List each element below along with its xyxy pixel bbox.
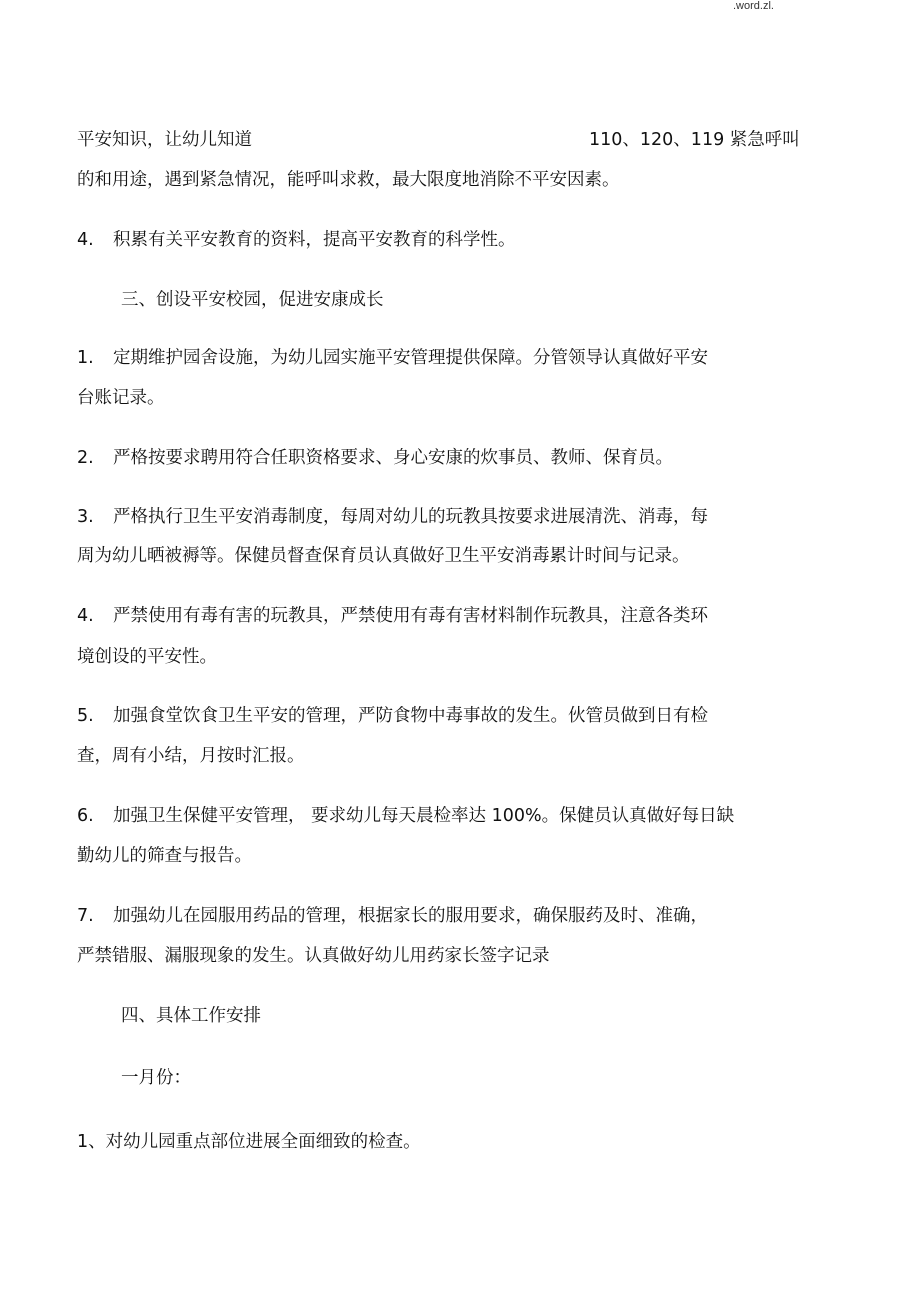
- item-text: 积累有关平安教育的资料，提高平安教育的科学性。: [113, 230, 516, 250]
- item-number: 7.: [77, 906, 94, 926]
- paragraph-item-4-materials: [77, 228, 516, 252]
- item-4-line-a: [77, 604, 708, 628]
- item-1-line-b: 台账记录。: [77, 388, 165, 408]
- item-number: 6.: [77, 806, 94, 826]
- line-emergency-usage: 的和用途，遇到紧急情况，能呼叫求救，最大限度地消除不平安因素。: [77, 170, 620, 190]
- item-5-line-b: 查，周有小结，月按时汇报。: [77, 746, 305, 766]
- item-text: 严禁使用有毒有害的玩教具，严禁使用有毒有害材料制作玩教具，注意各类环: [113, 606, 708, 626]
- item-7-line-a: [77, 904, 708, 928]
- item-3-line-a: [77, 505, 708, 529]
- section-heading-3: 三、创设平安校园，促进安康成长: [121, 290, 384, 310]
- item-2-line: [77, 446, 673, 470]
- item-4-line-b: 境创设的平安性。: [77, 647, 217, 667]
- item-7-line-b: 严禁错服、漏服现象的发生。认真做好幼儿用药家长签字记录: [77, 946, 550, 966]
- item-5-line-a: [77, 704, 708, 728]
- item-number: 3.: [77, 507, 94, 527]
- line-emergency-numbers: 110、120、119 紧急呼叫: [589, 130, 800, 150]
- item-3-line-b: 周为幼儿晒被褥等。保健员督查保育员认真做好卫生平安消毒累计时间与记录。: [77, 546, 690, 566]
- item-number: 4.: [77, 606, 94, 626]
- item-6-line-a: [77, 804, 734, 828]
- january-item-1: 1、对幼儿园重点部位进展全面细致的检查。: [77, 1132, 421, 1152]
- item-number: 5.: [77, 706, 94, 726]
- item-text: 加强食堂饮食卫生平安的管理，严防食物中毒事故的发生。伙管员做到日有检: [113, 706, 708, 726]
- item-text: 严格按要求聘用符合任职资格要求、身心安康的炊事员、教师、保育员。: [113, 448, 673, 468]
- item-number: 2.: [77, 448, 94, 468]
- month-heading-january: 一月份：: [121, 1068, 191, 1088]
- section-heading-4: 四、具体工作安排: [121, 1006, 261, 1026]
- item-text: 定期维护园舍设施，为幼儿园实施平安管理提供保障。分管领导认真做好平安: [113, 348, 708, 368]
- line-safety-knowledge-left: 平安知识，让幼儿知道: [77, 130, 252, 150]
- item-1-line-a: [77, 346, 708, 370]
- item-number: 4.: [77, 230, 94, 250]
- item-text: 加强幼儿在园服用药品的管理，根据家长的服用要求，确保服药及时、准确，: [113, 906, 708, 926]
- item-text: 严格执行卫生平安消毒制度，每周对幼儿的玩教具按要求进展清洗、消毒，每: [113, 507, 708, 527]
- header-watermark: .word.zl.: [733, 0, 774, 12]
- item-6-line-b: 勤幼儿的筛查与报告。: [77, 846, 252, 866]
- item-text: 加强卫生保健平安管理， 要求幼儿每天晨检率达 100%。保健员认真做好每日缺: [113, 806, 735, 826]
- item-number: 1.: [77, 348, 94, 368]
